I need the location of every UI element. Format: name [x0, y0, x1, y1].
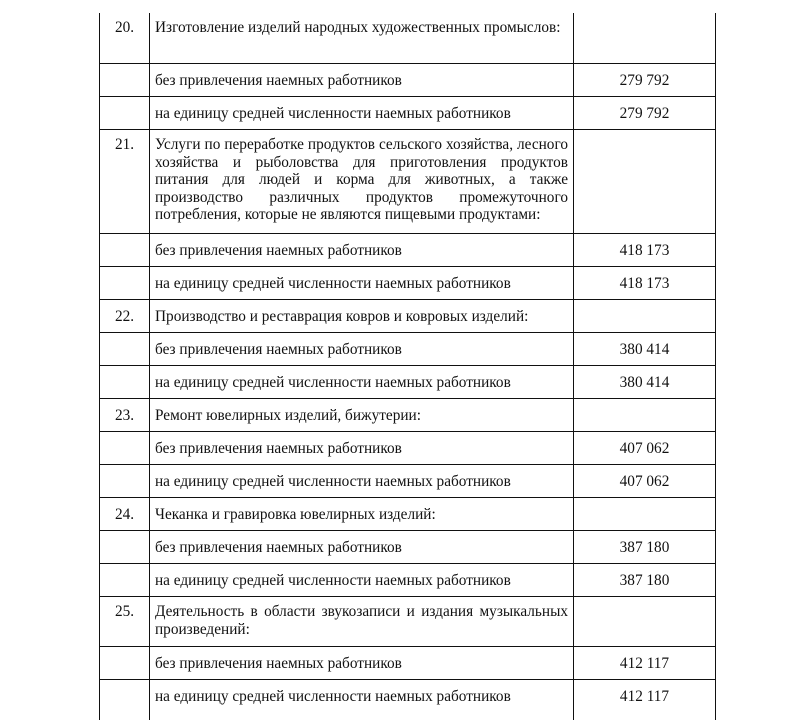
tax-rates-table: [99, 13, 716, 720]
value-cell-empty: [574, 300, 716, 333]
subcategory-label: на единицу средней численности наемных работников: [150, 267, 574, 300]
table-row: [100, 97, 716, 130]
table-row-category: [100, 13, 716, 64]
table-row: [100, 564, 716, 597]
table-row: [100, 267, 716, 300]
value-cell: 418 173: [574, 267, 716, 300]
value-cell-empty: [574, 498, 716, 531]
table-row: [100, 234, 716, 267]
value-cell-empty: [574, 399, 716, 432]
subcategory-label: без привлечения наемных работников: [150, 64, 574, 97]
value-cell-empty: [574, 13, 716, 64]
row-number: 21.: [100, 130, 150, 234]
value-cell: 407 062: [574, 465, 716, 498]
row-number-empty: [100, 234, 150, 267]
category-title: Услуги по переработке продуктов сельского хозяйства, лесного хозяйства и рыболовства для приготовления продуктов питания для людей и корма для животных, а также производство различных продуктов промежуточного потребления, которые не являются пищевыми продуктами:: [150, 130, 574, 234]
table-row: [100, 531, 716, 564]
value-cell: 380 414: [574, 366, 716, 399]
subcategory-label: на единицу средней численности наемных работников: [150, 97, 574, 130]
category-title: Изготовление изделий народных художественных промыслов:: [150, 13, 574, 64]
subcategory-label: на единицу средней численности наемных работников: [150, 366, 574, 399]
row-number: 22.: [100, 300, 150, 333]
row-number-empty: [100, 267, 150, 300]
subcategory-label: без привлечения наемных работников: [150, 234, 574, 267]
table-row: [100, 647, 716, 680]
category-title: Чеканка и гравировка ювелирных изделий:: [150, 498, 574, 531]
value-cell: 279 792: [574, 97, 716, 130]
subcategory-label: без привлечения наемных работников: [150, 432, 574, 465]
row-number-empty: [100, 333, 150, 366]
value-cell: 279 792: [574, 64, 716, 97]
category-title: Ремонт ювелирных изделий, бижутерии:: [150, 399, 574, 432]
row-number-empty: [100, 366, 150, 399]
row-number-empty: [100, 531, 150, 564]
table-row: [100, 465, 716, 498]
table-row-category: [100, 130, 716, 234]
table-row: [100, 680, 716, 720]
table-row-category: [100, 399, 716, 432]
subcategory-label: без привлечения наемных работников: [150, 531, 574, 564]
category-title: Деятельность в области звукозаписи и издания музыкальных произведений:: [150, 597, 574, 647]
row-number-empty: [100, 564, 150, 597]
row-number: 20.: [100, 13, 150, 64]
row-number-empty: [100, 647, 150, 680]
table-row: [100, 333, 716, 366]
value-cell: 412 117: [574, 647, 716, 680]
value-cell: 387 180: [574, 531, 716, 564]
row-number: 24.: [100, 498, 150, 531]
value-cell: 380 414: [574, 333, 716, 366]
row-number-empty: [100, 465, 150, 498]
row-number-empty: [100, 97, 150, 130]
subcategory-label: на единицу средней численности наемных работников: [150, 680, 574, 720]
value-cell: 407 062: [574, 432, 716, 465]
row-number: 23.: [100, 399, 150, 432]
row-number-empty: [100, 64, 150, 97]
value-cell: 418 173: [574, 234, 716, 267]
category-title: Производство и реставрация ковров и ковровых изделий:: [150, 300, 574, 333]
value-cell-empty: [574, 597, 716, 647]
subcategory-label: на единицу средней численности наемных работников: [150, 564, 574, 597]
row-number-empty: [100, 680, 150, 720]
table-row-category: [100, 300, 716, 333]
row-number-empty: [100, 432, 150, 465]
table-row-category: [100, 498, 716, 531]
row-number: 25.: [100, 597, 150, 647]
value-cell: 387 180: [574, 564, 716, 597]
subcategory-label: на единицу средней численности наемных работников: [150, 465, 574, 498]
table-row: [100, 64, 716, 97]
table-row: [100, 366, 716, 399]
table-row-category: [100, 597, 716, 647]
table-row: [100, 432, 716, 465]
value-cell-empty: [574, 130, 716, 234]
value-cell: 412 117: [574, 680, 716, 720]
subcategory-label: без привлечения наемных работников: [150, 333, 574, 366]
subcategory-label: без привлечения наемных работников: [150, 647, 574, 680]
